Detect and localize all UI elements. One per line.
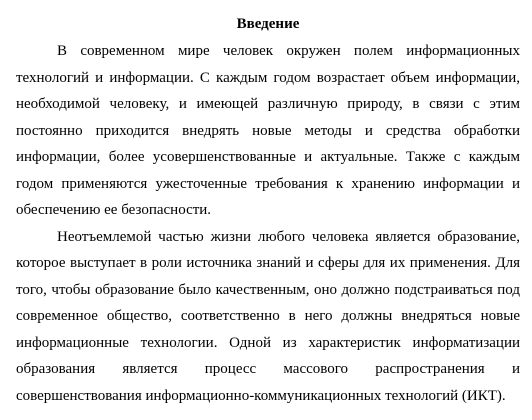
paragraph-1: В современном мире человек окружен полем информационных технологий и информации. С каждым годом возрастает объем информации, необходимой человеку, и имеющей различную природу, в связи с этим постоянно приходится внедрять новые методы и средства обработки информации, более усовершенствованные и актуальные. Также с каждым годом применяются ужесточенные требования к хранению информации и обеспечению ее безопасности.: [16, 43, 520, 218]
document-title: Введение: [236, 16, 300, 32]
paragraph-2: Неотъемлемой частью жизни любого человека является образование, которое выступает в роли источника знаний и сферы для их применения. Для того, чтобы образование было качественным, оно должно подстраиваться под современное общество, соответственно в него должны внедряться новые информационные технологии. Одной из характеристик информатизации образования является процесс массового распространения и совершенствования информационно-коммуникационных технологий (ИКТ).: [16, 228, 520, 404]
